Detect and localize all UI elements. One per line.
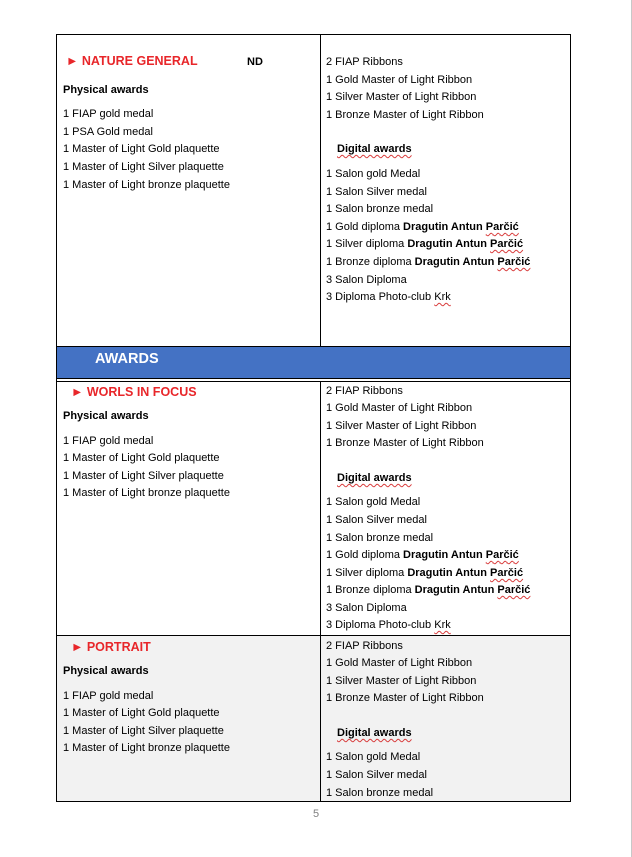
ribbon-item: 2 FIAP Ribbons	[326, 640, 403, 652]
diploma-prefix: 1 Bronze diploma	[326, 584, 415, 596]
physical-awards-label: Physical awards	[63, 665, 149, 677]
diploma-prefix: 1 Silver diploma	[326, 567, 408, 579]
digital-awards-label: Digital awards	[337, 143, 412, 155]
row-nature-general	[57, 35, 570, 346]
diploma-item	[326, 583, 530, 597]
physical-award: 1 FIAP gold medal	[63, 435, 154, 447]
physical-award: 1 Master of Light Gold plaquette	[63, 452, 220, 464]
physical-award: 1 Master of Light Gold plaquette	[63, 143, 220, 155]
physical-award: 1 Master of Light bronze plaquette	[63, 179, 230, 191]
digital-awards-label: Digital awards	[337, 727, 412, 739]
section-title-portrait: ► PORTRAIT	[71, 640, 151, 654]
diploma-name: Dragutin Antun	[414, 584, 498, 596]
diploma-item	[326, 237, 523, 251]
nature-physical-cell	[57, 35, 321, 346]
salon-diploma: 3 Salon Diploma	[326, 274, 407, 286]
club-diploma	[326, 618, 451, 632]
diploma-surname: Parčić	[490, 238, 524, 250]
ribbon-item: 1 Bronze Master of Light Ribbon	[326, 692, 484, 704]
ribbon-item: 1 Silver Master of Light Ribbon	[326, 675, 477, 687]
diploma-surname: Parčić	[485, 221, 519, 233]
diploma-surname: Parčić	[490, 567, 524, 579]
diploma-name: Dragutin Antun	[403, 221, 486, 233]
section-title-nature: ► NATURE GENERAL	[66, 54, 198, 68]
digital-award: 1 Salon Silver medal	[326, 769, 427, 781]
club-name: Krk	[434, 619, 451, 631]
diploma-item	[326, 566, 523, 580]
physical-award: 1 Master of Light Gold plaquette	[63, 707, 220, 719]
physical-award: 1 Master of Light Silver plaquette	[63, 725, 224, 737]
diploma-surname: Parčić	[497, 584, 531, 596]
physical-award: 1 Master of Light Silver plaquette	[63, 161, 224, 173]
diploma-name: Dragutin Antun	[414, 256, 498, 268]
ribbon-item: 1 Silver Master of Light Ribbon	[326, 91, 477, 103]
diploma-surname: Parčić	[485, 549, 519, 561]
digital-award: 1 Salon bronze medal	[326, 203, 434, 215]
diploma-prefix: 1 Gold diploma	[326, 549, 404, 561]
awards-banner	[57, 346, 570, 379]
ribbon-item: 1 Bronze Master of Light Ribbon	[326, 109, 484, 121]
club-name: Krk	[434, 291, 451, 303]
row-worlds-in-focus	[57, 382, 570, 635]
section-title-worlds: ► WORLS IN FOCUS	[71, 385, 197, 399]
ribbon-item: 2 FIAP Ribbons	[326, 56, 403, 68]
physical-award: 1 Master of Light bronze plaquette	[63, 742, 230, 754]
row-portrait	[57, 636, 570, 801]
digital-award: 1 Salon gold Medal	[326, 496, 421, 508]
diploma-prefix: 1 Bronze diploma	[326, 256, 415, 268]
diploma-name: Dragutin Antun	[407, 238, 491, 250]
digital-awards-label: Digital awards	[337, 472, 412, 484]
club-prefix: 3 Diploma Photo-club	[326, 291, 435, 303]
ribbon-item: 2 FIAP Ribbons	[326, 385, 403, 397]
digital-award: 1 Salon gold Medal	[326, 751, 421, 763]
physical-award: 1 PSA Gold medal	[63, 126, 153, 138]
portrait-digital-cell	[321, 636, 570, 801]
physical-award: 1 FIAP gold medal	[63, 690, 154, 702]
section-code: ND	[247, 56, 263, 68]
digital-award: 1 Salon Silver medal	[326, 186, 427, 198]
salon-diploma: 3 Salon Diploma	[326, 602, 407, 614]
physical-award: 1 FIAP gold medal	[63, 108, 154, 120]
digital-award: 1 Salon bronze medal	[326, 787, 434, 799]
worlds-physical-cell	[57, 382, 321, 635]
diploma-item	[326, 548, 519, 562]
physical-awards-label: Physical awards	[63, 410, 149, 422]
physical-awards-label: Physical awards	[63, 84, 149, 96]
digital-award: 1 Salon Silver medal	[326, 514, 427, 526]
ribbon-item: 1 Silver Master of Light Ribbon	[326, 420, 477, 432]
ribbon-item: 1 Gold Master of Light Ribbon	[326, 657, 473, 669]
page-number: 5	[312, 808, 320, 820]
ribbon-item: 1 Bronze Master of Light Ribbon	[326, 437, 484, 449]
diploma-name: Dragutin Antun	[407, 567, 491, 579]
diploma-name: Dragutin Antun	[403, 549, 486, 561]
diploma-prefix: 1 Silver diploma	[326, 238, 408, 250]
nature-digital-cell	[321, 35, 570, 346]
digital-award: 1 Salon gold Medal	[326, 168, 421, 180]
diploma-surname: Parčić	[497, 256, 531, 268]
club-diploma	[326, 290, 451, 304]
physical-award: 1 Master of Light bronze plaquette	[63, 487, 230, 499]
ribbon-item: 1 Gold Master of Light Ribbon	[326, 402, 473, 414]
awards-table	[56, 34, 571, 802]
worlds-digital-cell	[321, 382, 570, 635]
diploma-prefix: 1 Gold diploma	[326, 221, 404, 233]
portrait-physical-cell	[57, 636, 321, 801]
diploma-item	[326, 255, 530, 269]
digital-award: 1 Salon bronze medal	[326, 532, 434, 544]
physical-award: 1 Master of Light Silver plaquette	[63, 470, 224, 482]
club-prefix: 3 Diploma Photo-club	[326, 619, 435, 631]
ribbon-item: 1 Gold Master of Light Ribbon	[326, 74, 473, 86]
awards-banner-title: AWARDS	[95, 351, 159, 367]
diploma-item	[326, 220, 519, 234]
